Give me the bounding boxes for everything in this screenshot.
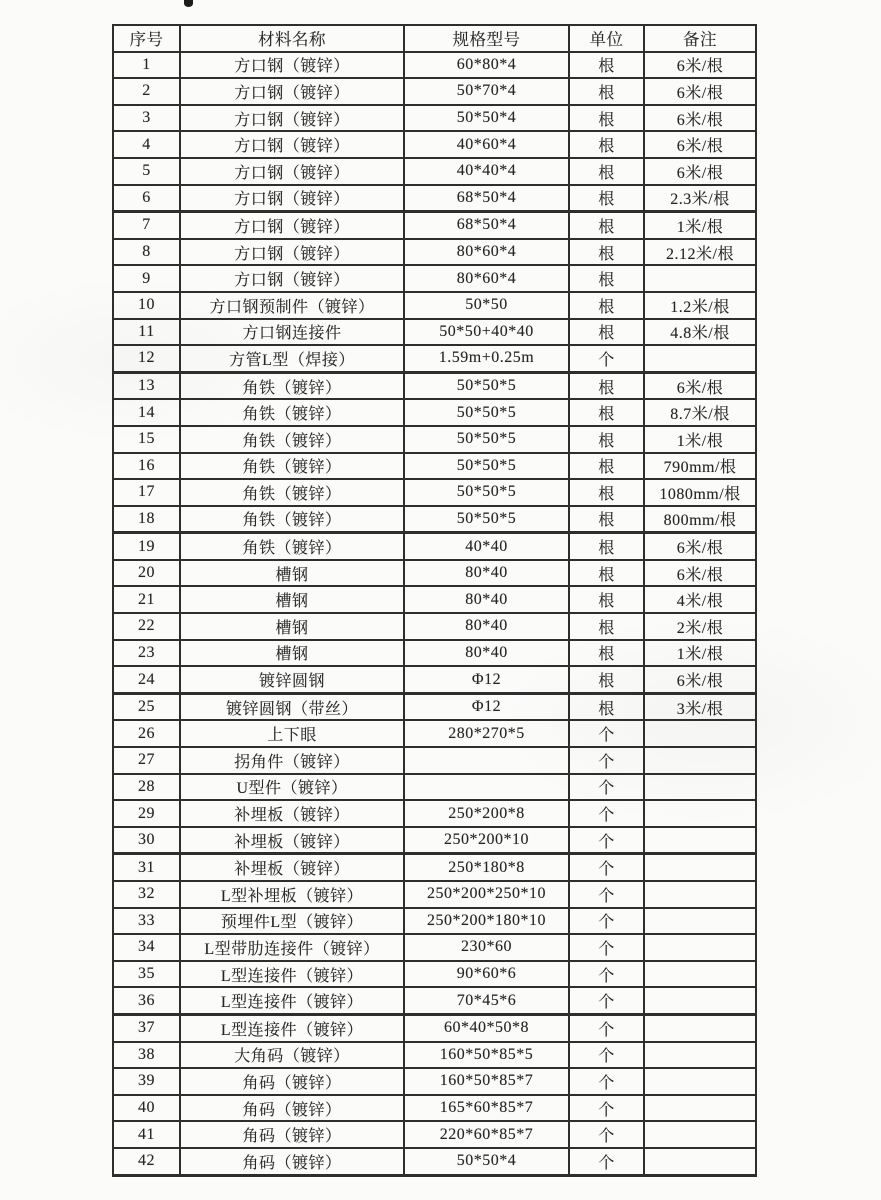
cell-remark: 1080mm/根 — [644, 479, 756, 506]
table-row — [113, 693, 756, 720]
table-row — [113, 908, 756, 935]
cell-remark: 1米/根 — [644, 426, 756, 453]
table-row — [113, 586, 756, 613]
cell-material-name: L型带肋连接件（镀锌） — [180, 934, 404, 961]
table-row — [113, 1121, 756, 1148]
cell-remark — [644, 1121, 756, 1148]
cell-material-name: 方口钢（镀锌） — [180, 105, 404, 132]
cell-remark: 6米/根 — [644, 105, 756, 132]
cell-unit: 个 — [569, 800, 644, 827]
cell-unit: 根 — [569, 105, 644, 132]
cell-material-name: 方口钢（镀锌） — [180, 158, 404, 185]
cell-serial: 23 — [113, 640, 180, 667]
column-header-2: 规格型号 — [404, 25, 569, 52]
cell-remark — [644, 345, 756, 372]
cell-spec: 80*60*4 — [404, 239, 569, 266]
cell-material-name: 方口钢（镀锌） — [180, 131, 404, 158]
cell-unit: 个 — [569, 827, 644, 854]
cell-spec: Φ12 — [404, 666, 569, 693]
cell-unit: 根 — [569, 265, 644, 292]
cell-serial: 26 — [113, 720, 180, 747]
cell-serial: 16 — [113, 453, 180, 480]
table-row — [113, 720, 756, 747]
cell-unit: 根 — [569, 533, 644, 560]
cell-material-name: 预埋件L型（镀锌） — [180, 908, 404, 935]
cell-spec: Φ12 — [404, 693, 569, 720]
table-row — [113, 640, 756, 667]
cell-serial: 17 — [113, 479, 180, 506]
table-row — [113, 1148, 756, 1175]
table-row — [113, 479, 756, 506]
cell-serial: 13 — [113, 372, 180, 399]
cell-spec: 50*50+40*40 — [404, 319, 569, 346]
cell-spec: 230*60 — [404, 934, 569, 961]
cell-material-name: L型连接件（镀锌） — [180, 1014, 404, 1041]
cell-serial: 37 — [113, 1014, 180, 1041]
cell-spec: 60*40*50*8 — [404, 1014, 569, 1041]
cell-spec: 40*40*4 — [404, 158, 569, 185]
table-row — [113, 453, 756, 480]
cell-remark — [644, 854, 756, 881]
table-row — [113, 52, 756, 79]
cell-serial: 6 — [113, 185, 180, 212]
cell-unit: 根 — [569, 426, 644, 453]
table-row — [113, 881, 756, 908]
cell-serial: 39 — [113, 1068, 180, 1095]
cell-remark: 4.8米/根 — [644, 319, 756, 346]
cell-material-name: 大角码（镀锌） — [180, 1042, 404, 1069]
cell-serial: 4 — [113, 131, 180, 158]
cell-material-name: 角铁（镀锌） — [180, 372, 404, 399]
cell-spec: 50*50*4 — [404, 1148, 569, 1175]
table-row — [113, 961, 756, 988]
cell-material-name: 方口钢（镀锌） — [180, 78, 404, 105]
cell-material-name: 镀锌圆钢（带丝） — [180, 693, 404, 720]
cell-remark: 4米/根 — [644, 586, 756, 613]
cell-unit: 个 — [569, 1121, 644, 1148]
cell-unit: 个 — [569, 720, 644, 747]
materials-table-header — [113, 25, 756, 52]
cell-spec: 68*50*4 — [404, 185, 569, 212]
cell-spec: 50*50*5 — [404, 506, 569, 533]
cell-material-name: L型补埋板（镀锌） — [180, 881, 404, 908]
materials-table-body — [113, 52, 756, 1175]
cell-unit: 个 — [569, 961, 644, 988]
cell-serial: 42 — [113, 1148, 180, 1175]
cell-spec: 250*200*8 — [404, 800, 569, 827]
table-row — [113, 319, 756, 346]
cell-unit: 根 — [569, 372, 644, 399]
cell-serial: 15 — [113, 426, 180, 453]
cell-spec: 280*270*5 — [404, 720, 569, 747]
cell-material-name: 方口钢（镀锌） — [180, 185, 404, 212]
header-row — [113, 25, 756, 52]
table-row — [113, 292, 756, 319]
cell-remark — [644, 881, 756, 908]
cell-remark — [644, 827, 756, 854]
table-row — [113, 426, 756, 453]
cell-unit: 根 — [569, 185, 644, 212]
cell-serial: 31 — [113, 854, 180, 881]
cell-material-name: 角码（镀锌） — [180, 1095, 404, 1122]
cell-unit: 根 — [569, 292, 644, 319]
cell-unit: 根 — [569, 131, 644, 158]
cell-remark — [644, 1042, 756, 1069]
cell-serial: 41 — [113, 1121, 180, 1148]
cell-remark — [644, 1014, 756, 1041]
cell-material-name: 角铁（镀锌） — [180, 479, 404, 506]
table-row — [113, 774, 756, 801]
cell-unit: 根 — [569, 640, 644, 667]
cell-material-name: 补埋板（镀锌） — [180, 800, 404, 827]
cell-material-name: 槽钢 — [180, 640, 404, 667]
table-row — [113, 105, 756, 132]
cell-serial: 30 — [113, 827, 180, 854]
cell-remark: 6米/根 — [644, 560, 756, 587]
cell-material-name: 角铁（镀锌） — [180, 426, 404, 453]
cell-remark: 6米/根 — [644, 78, 756, 105]
table-row — [113, 1068, 756, 1095]
cell-serial: 7 — [113, 212, 180, 239]
cell-spec: 70*45*6 — [404, 987, 569, 1014]
cell-spec: 250*180*8 — [404, 854, 569, 881]
cell-material-name: 角铁（镀锌） — [180, 453, 404, 480]
cell-serial: 22 — [113, 613, 180, 640]
cell-spec: 80*40 — [404, 560, 569, 587]
cell-serial: 9 — [113, 265, 180, 292]
cell-spec: 1.59m+0.25m — [404, 345, 569, 372]
cell-material-name: L型连接件（镀锌） — [180, 987, 404, 1014]
table-row — [113, 78, 756, 105]
table-row — [113, 1095, 756, 1122]
cell-spec: 50*50*5 — [404, 399, 569, 426]
cell-spec: 80*40 — [404, 586, 569, 613]
cell-serial: 35 — [113, 961, 180, 988]
cell-material-name: L型连接件（镀锌） — [180, 961, 404, 988]
cell-material-name: 上下眼 — [180, 720, 404, 747]
cell-unit: 个 — [569, 908, 644, 935]
table-row — [113, 506, 756, 533]
table-row — [113, 372, 756, 399]
cell-unit: 根 — [569, 453, 644, 480]
table-row — [113, 1014, 756, 1041]
cell-unit: 根 — [569, 212, 644, 239]
cell-material-name: 角码（镀锌） — [180, 1148, 404, 1175]
cell-material-name: 角铁（镀锌） — [180, 506, 404, 533]
cell-serial: 40 — [113, 1095, 180, 1122]
table-row — [113, 747, 756, 774]
cell-remark — [644, 1068, 756, 1095]
cell-unit: 个 — [569, 747, 644, 774]
cell-serial: 27 — [113, 747, 180, 774]
cell-remark — [644, 934, 756, 961]
cell-unit: 根 — [569, 479, 644, 506]
cell-material-name: 镀锌圆钢 — [180, 666, 404, 693]
table-row — [113, 239, 756, 266]
cell-material-name: 角铁（镀锌） — [180, 533, 404, 560]
cell-remark: 6米/根 — [644, 666, 756, 693]
cell-material-name: 槽钢 — [180, 613, 404, 640]
cell-remark — [644, 987, 756, 1014]
cell-material-name: U型件（镀锌） — [180, 774, 404, 801]
cell-unit: 根 — [569, 666, 644, 693]
cell-spec: 60*80*4 — [404, 52, 569, 79]
cell-serial: 33 — [113, 908, 180, 935]
cell-remark: 2.12米/根 — [644, 239, 756, 266]
cell-unit: 根 — [569, 158, 644, 185]
cell-serial: 10 — [113, 292, 180, 319]
table-row — [113, 560, 756, 587]
cell-unit: 个 — [569, 774, 644, 801]
column-header-3: 单位 — [569, 25, 644, 52]
cell-remark — [644, 265, 756, 292]
cell-serial: 8 — [113, 239, 180, 266]
cell-remark: 790mm/根 — [644, 453, 756, 480]
cell-spec: 160*50*85*7 — [404, 1068, 569, 1095]
cell-serial: 12 — [113, 345, 180, 372]
cell-material-name: 角铁（镀锌） — [180, 399, 404, 426]
cell-material-name: 槽钢 — [180, 586, 404, 613]
table-row — [113, 158, 756, 185]
cell-material-name: 角码（镀锌） — [180, 1068, 404, 1095]
table-row — [113, 987, 756, 1014]
cell-spec: 50*70*4 — [404, 78, 569, 105]
cell-serial: 21 — [113, 586, 180, 613]
cell-remark — [644, 1095, 756, 1122]
cell-serial: 38 — [113, 1042, 180, 1069]
cell-remark — [644, 800, 756, 827]
cell-material-name: 拐角件（镀锌） — [180, 747, 404, 774]
scan-artifact-speck — [184, 0, 193, 7]
cell-remark: 6米/根 — [644, 533, 756, 560]
cell-spec: 250*200*250*10 — [404, 881, 569, 908]
cell-spec: 80*40 — [404, 613, 569, 640]
cell-unit: 个 — [569, 1068, 644, 1095]
cell-remark: 1.2米/根 — [644, 292, 756, 319]
cell-spec: 50*50*5 — [404, 372, 569, 399]
table-row — [113, 800, 756, 827]
cell-remark: 1米/根 — [644, 640, 756, 667]
table-row — [113, 533, 756, 560]
table-row — [113, 212, 756, 239]
table-row — [113, 934, 756, 961]
cell-unit: 根 — [569, 693, 644, 720]
materials-table — [112, 24, 757, 1177]
cell-remark: 2.3米/根 — [644, 185, 756, 212]
cell-unit: 个 — [569, 345, 644, 372]
cell-serial: 29 — [113, 800, 180, 827]
cell-unit: 根 — [569, 560, 644, 587]
column-header-4: 备注 — [644, 25, 756, 52]
cell-remark: 8.7米/根 — [644, 399, 756, 426]
table-row — [113, 265, 756, 292]
cell-unit: 个 — [569, 854, 644, 881]
cell-spec: 50*50*5 — [404, 479, 569, 506]
cell-spec: 50*50*5 — [404, 426, 569, 453]
cell-material-name: 方口钢（镀锌） — [180, 52, 404, 79]
cell-material-name: 方口钢（镀锌） — [180, 265, 404, 292]
cell-unit: 个 — [569, 987, 644, 1014]
cell-unit: 个 — [569, 1148, 644, 1175]
table-row — [113, 185, 756, 212]
cell-remark: 1米/根 — [644, 212, 756, 239]
table-row — [113, 613, 756, 640]
cell-unit: 个 — [569, 1014, 644, 1041]
cell-unit: 根 — [569, 399, 644, 426]
cell-spec: 165*60*85*7 — [404, 1095, 569, 1122]
cell-spec: 50*50*5 — [404, 453, 569, 480]
cell-material-name: 角码（镀锌） — [180, 1121, 404, 1148]
cell-remark — [644, 908, 756, 935]
cell-remark — [644, 1148, 756, 1175]
column-header-1: 材料名称 — [180, 25, 404, 52]
cell-serial: 2 — [113, 78, 180, 105]
cell-remark: 6米/根 — [644, 131, 756, 158]
cell-serial: 32 — [113, 881, 180, 908]
table-row — [113, 131, 756, 158]
cell-spec: 80*40 — [404, 640, 569, 667]
cell-remark: 2米/根 — [644, 613, 756, 640]
cell-unit: 根 — [569, 613, 644, 640]
table-row — [113, 345, 756, 372]
cell-material-name: 补埋板（镀锌） — [180, 854, 404, 881]
cell-remark: 6米/根 — [644, 52, 756, 79]
cell-serial: 5 — [113, 158, 180, 185]
cell-spec: 90*60*6 — [404, 961, 569, 988]
cell-spec: 50*50 — [404, 292, 569, 319]
cell-remark — [644, 961, 756, 988]
table-row — [113, 399, 756, 426]
cell-material-name: 槽钢 — [180, 560, 404, 587]
cell-spec: 220*60*85*7 — [404, 1121, 569, 1148]
cell-spec: 40*40 — [404, 533, 569, 560]
cell-material-name: 方口钢连接件 — [180, 319, 404, 346]
cell-unit: 根 — [569, 586, 644, 613]
cell-serial: 11 — [113, 319, 180, 346]
cell-serial: 24 — [113, 666, 180, 693]
cell-serial: 18 — [113, 506, 180, 533]
cell-remark — [644, 747, 756, 774]
cell-remark: 6米/根 — [644, 372, 756, 399]
cell-spec: 80*60*4 — [404, 265, 569, 292]
cell-material-name: 方口钢预制件（镀锌） — [180, 292, 404, 319]
table-row — [113, 1042, 756, 1069]
cell-remark: 3米/根 — [644, 693, 756, 720]
column-header-0: 序号 — [113, 25, 180, 52]
cell-unit: 个 — [569, 1042, 644, 1069]
cell-unit: 根 — [569, 78, 644, 105]
cell-remark — [644, 774, 756, 801]
cell-material-name: 方口钢（镀锌） — [180, 239, 404, 266]
cell-unit: 个 — [569, 934, 644, 961]
cell-spec: 250*200*10 — [404, 827, 569, 854]
cell-unit: 根 — [569, 506, 644, 533]
cell-remark: 6米/根 — [644, 158, 756, 185]
cell-spec: 68*50*4 — [404, 212, 569, 239]
cell-material-name: 方管L型（焊接） — [180, 345, 404, 372]
cell-spec — [404, 774, 569, 801]
table-row — [113, 827, 756, 854]
cell-serial: 34 — [113, 934, 180, 961]
cell-serial: 28 — [113, 774, 180, 801]
cell-serial: 25 — [113, 693, 180, 720]
cell-spec: 50*50*4 — [404, 105, 569, 132]
cell-serial: 1 — [113, 52, 180, 79]
cell-spec — [404, 747, 569, 774]
cell-material-name: 方口钢（镀锌） — [180, 212, 404, 239]
cell-serial: 36 — [113, 987, 180, 1014]
cell-unit: 个 — [569, 881, 644, 908]
table-row — [113, 666, 756, 693]
cell-remark: 800mm/根 — [644, 506, 756, 533]
cell-serial: 19 — [113, 533, 180, 560]
cell-serial: 3 — [113, 105, 180, 132]
cell-material-name: 补埋板（镀锌） — [180, 827, 404, 854]
cell-unit: 根 — [569, 52, 644, 79]
table-row — [113, 854, 756, 881]
cell-spec: 40*60*4 — [404, 131, 569, 158]
cell-serial: 20 — [113, 560, 180, 587]
cell-remark — [644, 720, 756, 747]
cell-serial: 14 — [113, 399, 180, 426]
cell-unit: 根 — [569, 319, 644, 346]
cell-unit: 根 — [569, 239, 644, 266]
cell-spec: 160*50*85*5 — [404, 1042, 569, 1069]
cell-spec: 250*200*180*10 — [404, 908, 569, 935]
cell-unit: 个 — [569, 1095, 644, 1122]
